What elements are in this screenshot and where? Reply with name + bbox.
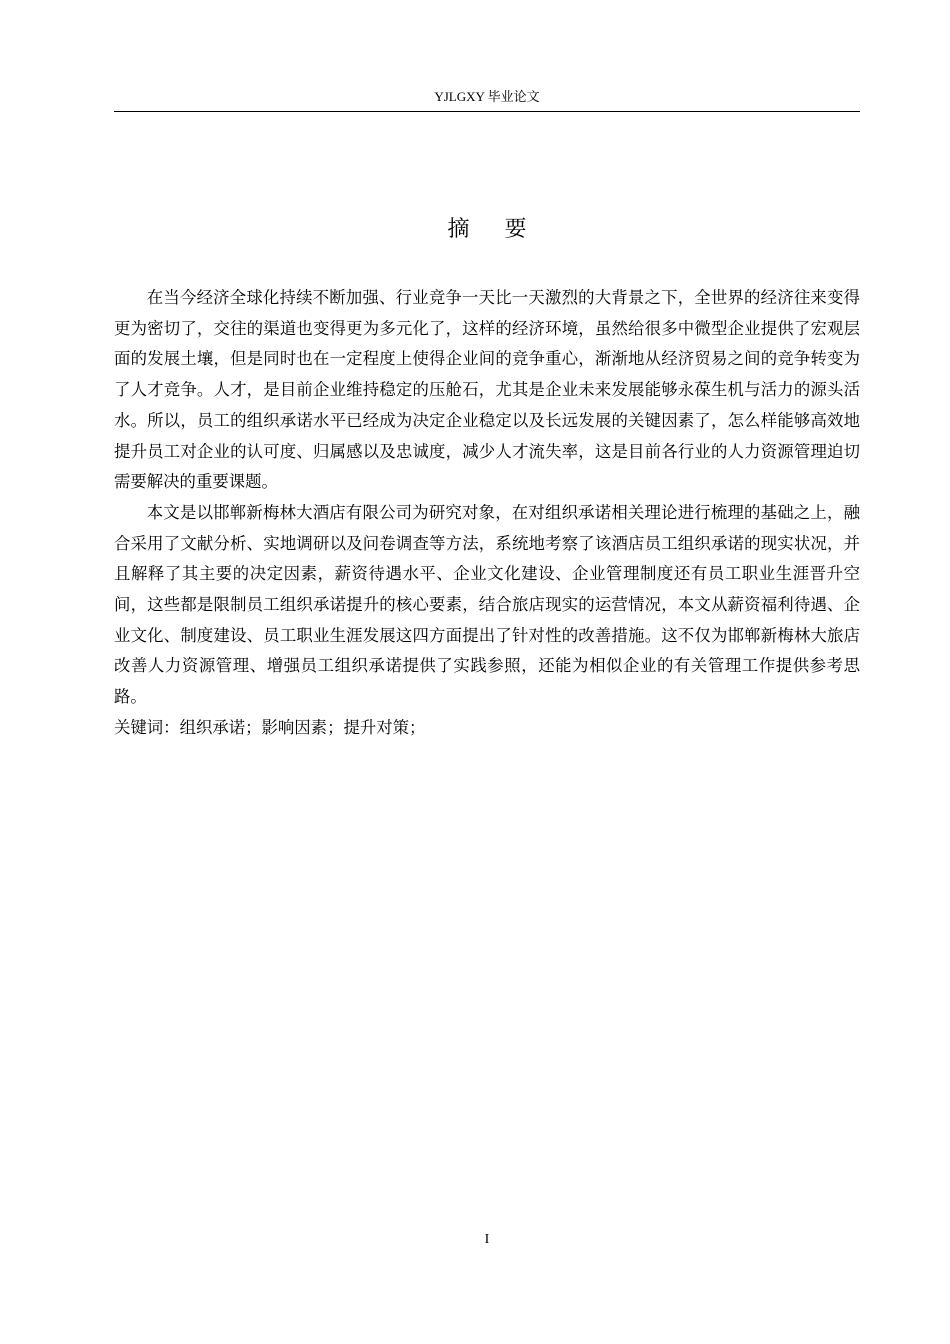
running-header: YJLGXY 毕业论文 xyxy=(434,89,540,104)
keywords-label: 关键词： xyxy=(114,717,180,737)
abstract-paragraph-2: 本文是以邯郸新梅林大酒店有限公司为研究对象，在对组织承诺相关理论进行梳理的基础之上，融合采用了文献分析、实地调研以及问卷调查等方法，系统地考察了该酒店员工组织承诺的现实状况，并且解释了其主要的决定因素，薪资待遇水平、企业文化建设、企业管理制度还有员工职业生涯晋升空间，这些都是限制员工组织承诺提升的核心要素，结合旅店现实的运营情况，本文从薪资福利待遇、企业文化、制度建设、员工职业生涯发展这四方面提出了针对性的改善措施。这不仅为邯郸新梅林大旅店改善人力资源管理、增强员工组织承诺提供了实践参照，还能为相似企业的有关管理工作提供参考思路。 xyxy=(114,502,860,707)
abstract-body xyxy=(114,283,860,744)
abstract-paragraph-1: 在当今经济全球化持续不断加强、行业竞争一天比一天激烈的大背景之下，全世界的经济往来变得更为密切了，交往的渠道也变得更为多元化了，这样的经济环境，虽然给很多中微型企业提供了宏观层面的发展土壤，但是同时也在一定程度上使得企业间的竞争重心，渐渐地从经济贸易之间的竞争转变为了人才竞争。人才，是目前企业维持稳定的压舱石，尤其是企业未来发展能够永葆生机与活力的源头活水。所以，员工的组织承诺水平已经成为决定企业稳定以及长远发展的关键因素了，怎么样能够高效地提升员工对企业的认可度、归属感以及忠诚度，减少人才流失率，这是目前各行业的人力资源管理迫切需要解决的重要课题。 xyxy=(114,288,860,492)
keywords-text: 组织承诺；影响因素；提升对策； xyxy=(179,717,426,737)
abstract-title: 摘 要 xyxy=(447,217,541,242)
keywords-line xyxy=(114,713,860,744)
header-rule xyxy=(114,111,860,112)
page-number: I xyxy=(484,1232,490,1247)
